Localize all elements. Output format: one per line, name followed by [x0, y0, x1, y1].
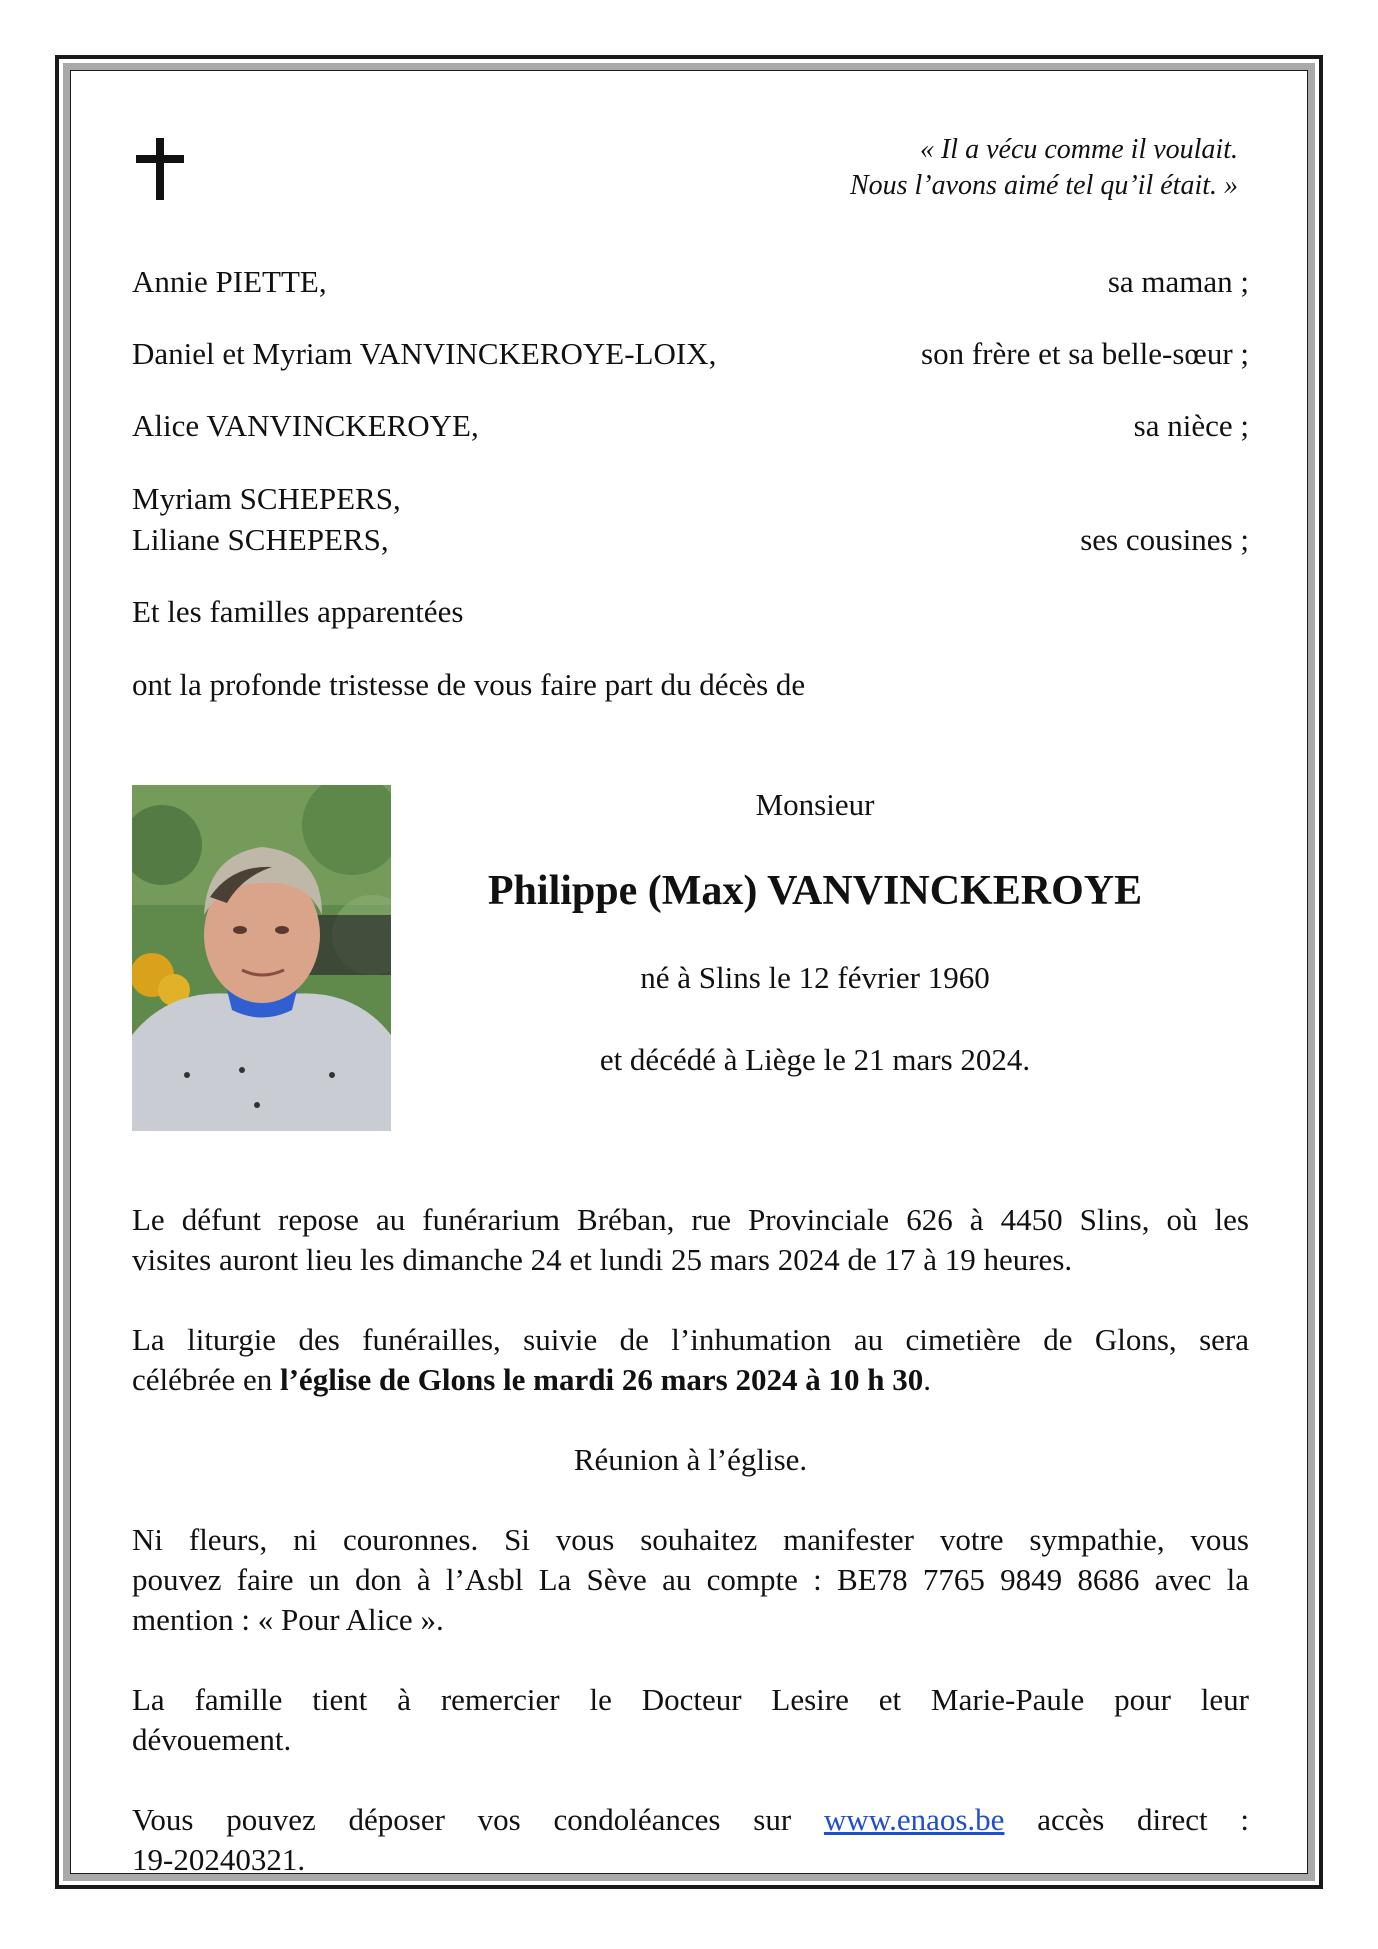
donation-line-2: pouvez faire un don à l’Asbl La Sève au compte : BE78 7765 9849 8686 avec la	[132, 1562, 1249, 1597]
liturgy-line-2	[132, 1360, 1249, 1400]
portrait-photo	[132, 785, 391, 1131]
cross-icon	[136, 138, 184, 200]
family-relation: sa nièce ;	[1133, 408, 1249, 443]
deceased-name: Philippe (Max) VANVINCKEROYE	[487, 868, 1143, 914]
ceremony-details: l’église de Glons le mardi 26 mars 2024 à 10 h 30	[280, 1362, 924, 1397]
visitation-line-1: Le défunt repose au funérarium Bréban, rue Provinciale 626 à 4450 Slins, où les	[132, 1202, 1249, 1237]
family-relation: ses cousines ;	[1080, 522, 1249, 557]
liturgy-line-2-suffix: .	[923, 1362, 931, 1397]
family-relation: sa maman ;	[1107, 264, 1249, 299]
family-name: Alice VANVINCKEROYE,	[132, 408, 479, 443]
condolences-link[interactable]: www.enaos.be	[823, 1802, 1005, 1837]
visitation-paragraph	[132, 1200, 1249, 1280]
announcement-line: ont la profonde tristesse de vous faire part du décès de	[132, 667, 806, 702]
family-relation: son frère et sa belle-sœur ;	[921, 336, 1249, 371]
family-name: Daniel et Myriam VANVINCKEROYE-LOIX,	[132, 336, 717, 371]
donation-line-3: mention : « Pour Alice ».	[132, 1602, 444, 1637]
donation-line-1: Ni fleurs, ni couronnes. Si vous souhaitez manifester votre sympathie, vous	[132, 1522, 1249, 1557]
condolences-line-1	[132, 1800, 1249, 1840]
thanks-line-1: La famille tient à remercier le Docteur Lesire et Marie-Paule pour leur	[132, 1682, 1249, 1717]
liturgy-paragraph	[132, 1320, 1249, 1400]
visitation-line-2: visites auront lieu les dimanche 24 et lundi 25 mars 2024 de 17 à 19 heures.	[132, 1242, 1073, 1277]
reunion-line: Réunion à l’église.	[573, 1442, 808, 1477]
deceased-title: Monsieur	[755, 787, 875, 822]
family-name: Myriam SCHEPERS,	[132, 481, 401, 516]
condolences-code: 19-20240321.	[132, 1842, 306, 1877]
death-line: et décédé à Liège le 21 mars 2024.	[599, 1042, 1031, 1077]
thanks-paragraph	[132, 1680, 1249, 1760]
birth-line: né à Slins le 12 février 1960	[640, 960, 990, 995]
liturgy-line-1: La liturgie des funérailles, suivie de l’inhumation au cimetière de Glons, sera	[132, 1322, 1249, 1357]
family-name: Liliane SCHEPERS,	[132, 522, 389, 557]
condolences-suffix: accès direct :	[1004, 1802, 1250, 1837]
epitaph-quote	[850, 132, 1238, 204]
quote-line-1: « Il a vécu comme il voulait.	[919, 134, 1238, 165]
portrait-illustration	[132, 785, 391, 1131]
donation-paragraph	[132, 1520, 1249, 1640]
condolences-paragraph	[132, 1800, 1249, 1880]
quote-line-2: Nous l’avons aimé tel qu’il était. »	[849, 170, 1238, 201]
liturgy-line-2-prefix: célébrée en	[132, 1362, 280, 1397]
family-name: Annie PIETTE,	[132, 264, 327, 299]
condolences-prefix: Vous pouvez déposer vos condoléances sur	[132, 1802, 824, 1837]
families-line: Et les familles apparentées	[132, 594, 464, 629]
thanks-line-2: dévouement.	[132, 1722, 292, 1757]
